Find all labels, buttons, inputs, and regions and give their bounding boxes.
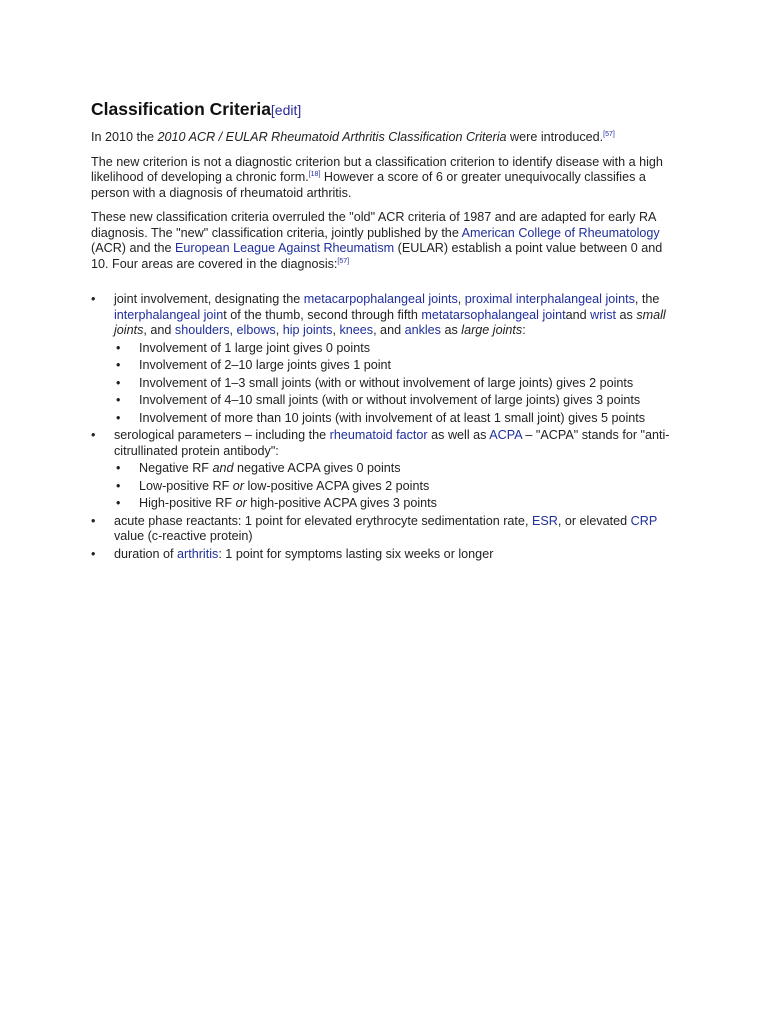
joints-text: : [522,323,526,337]
duration-text: : 1 point for symptoms lasting six weeks or longer [218,546,494,561]
joints-text: , and [143,323,175,337]
shoulders-link[interactable]: shoulders [174,323,230,337]
criteria-name: 2010 ACR / EULAR Rheumatoid Arthritis Classification Criteria [157,130,507,144]
intro-prefix: In 2010 the [91,130,158,144]
list-item-serology [91,428,681,512]
joints-text: , [332,323,340,337]
rheumatoid-factor-link[interactable]: rheumatoid factor [329,428,428,442]
overrule-paragraph [91,210,681,272]
list-item: • Involvement of 4–10 small joints (with or without involvement of large joints) gives 3 points [114,393,681,409]
list-item-duration [91,547,681,563]
list-item: • Involvement of 1–3 small joints (with or without involvement of large joints) gives 2 points [114,376,681,392]
arthritis-link[interactable]: arthritis [177,546,219,561]
interphalangeal-link[interactable]: interphalangeal join [114,307,224,322]
acr-link[interactable]: American College of Rheumatology [461,225,660,240]
item-emphasis: and [212,461,234,475]
metatarsophalangeal-link[interactable]: metatarsophalangeal joint [421,307,566,322]
item-text: Negative RF [139,461,213,475]
esr-link[interactable]: ESR [531,513,558,528]
crp-link[interactable]: CRP [630,513,658,528]
overrule-text-a: These new classification criteria overruled the "old" ACR criteria of 1987 and are adapted for early RA diagnosis. The "new" classification criteria, jointly published by the [91,210,656,240]
item-text: Low-positive RF [139,478,233,493]
intro-suffix: were introduced. [506,130,604,144]
article-content [91,98,681,564]
serology-text: serological parameters – including the [114,428,330,442]
serology-points-list [114,461,681,512]
list-item: • Involvement of 2–10 large joints gives 1 point [114,358,681,374]
ankles-link[interactable]: ankles [404,323,441,337]
item-emphasis: or [232,478,244,493]
reference-link-18[interactable]: [18] [308,171,321,178]
wrist-link[interactable]: wrist [590,307,616,322]
joints-text: joint involvement, designating the [114,292,304,306]
small-joints-text: small joints [114,307,666,337]
joints-text: t of the thumb, second through fifth [223,307,422,322]
joints-text: as [616,307,637,322]
criterion-text-a: The new criterion is not a diagnostic criterion but a classification criterion to identify disease with a high likelihood of developing a chronic form. [91,154,663,184]
acpa-link[interactable]: ACPA [489,428,522,442]
hip-joints-link[interactable]: hip joints [282,323,333,337]
joints-text: , and [373,323,405,337]
section-title: Classification Criteria [91,99,271,119]
item-text: High-positive RF [139,496,236,510]
list-item-acute-phase [91,514,681,545]
section-heading [91,98,681,121]
joints-text: , the [634,292,660,306]
item-text: high-positive ACPA gives 3 points [246,496,437,510]
joints-text: , [457,292,465,306]
duration-text: duration of [114,546,178,561]
reference-link-57[interactable]: [57] [603,131,615,138]
metacarpophalangeal-link[interactable]: metacarpophalangeal joints [303,292,458,306]
joints-text: as [440,323,462,337]
item-text: negative ACPA gives 0 points [233,461,401,475]
acute-text: value (c-reactive protein) [114,529,253,543]
eular-link[interactable]: European League Against Rheumatism [175,241,395,255]
knees-link[interactable]: knees [339,323,374,337]
reference-link-57b[interactable]: [57] [337,257,350,265]
joints-text: , [229,323,237,337]
intro-paragraph [91,130,681,146]
joint-points-list [114,341,681,427]
elbows-link[interactable]: elbows [236,323,276,337]
overrule-text-c: (EULAR) establish a point value between 0 and 10. Four areas are covered in the diagnosis: [91,241,663,271]
item-text: low-positive ACPA gives 2 points [244,478,430,493]
proximal-interphalangeal-link[interactable]: proximal interphalangeal joints [464,292,635,306]
serology-text: as well as [427,428,490,442]
list-item [114,461,681,477]
acute-text: , or elevated [557,513,631,528]
criterion-text-b: However a score of 6 or greater unequivocally classifies a person with a diagnosis of rheumatoid arthritis. [91,170,646,200]
list-item [114,496,681,512]
list-item: • Involvement of more than 10 joints (with involvement of at least 1 small joint) gives 5 points [114,411,681,427]
list-item [114,479,681,495]
item-emphasis: or [235,496,247,510]
list-item: • Involvement of 1 large joint gives 0 points [114,341,681,357]
joints-text: and [565,307,591,322]
large-joints-text: large joints [461,323,523,337]
serology-text: – "ACPA" stands for "anti-citrullinated protein antibody": [114,428,670,458]
joints-text: , [275,323,283,337]
criteria-list [91,292,681,562]
edit-link[interactable]: [edit] [270,102,302,118]
criterion-paragraph [91,155,681,202]
list-item-joint-involvement [91,292,681,426]
overrule-text-b: (ACR) and the [91,241,175,255]
acute-text: acute phase reactants: 1 point for elevated erythrocyte sedimentation rate, [114,513,532,528]
